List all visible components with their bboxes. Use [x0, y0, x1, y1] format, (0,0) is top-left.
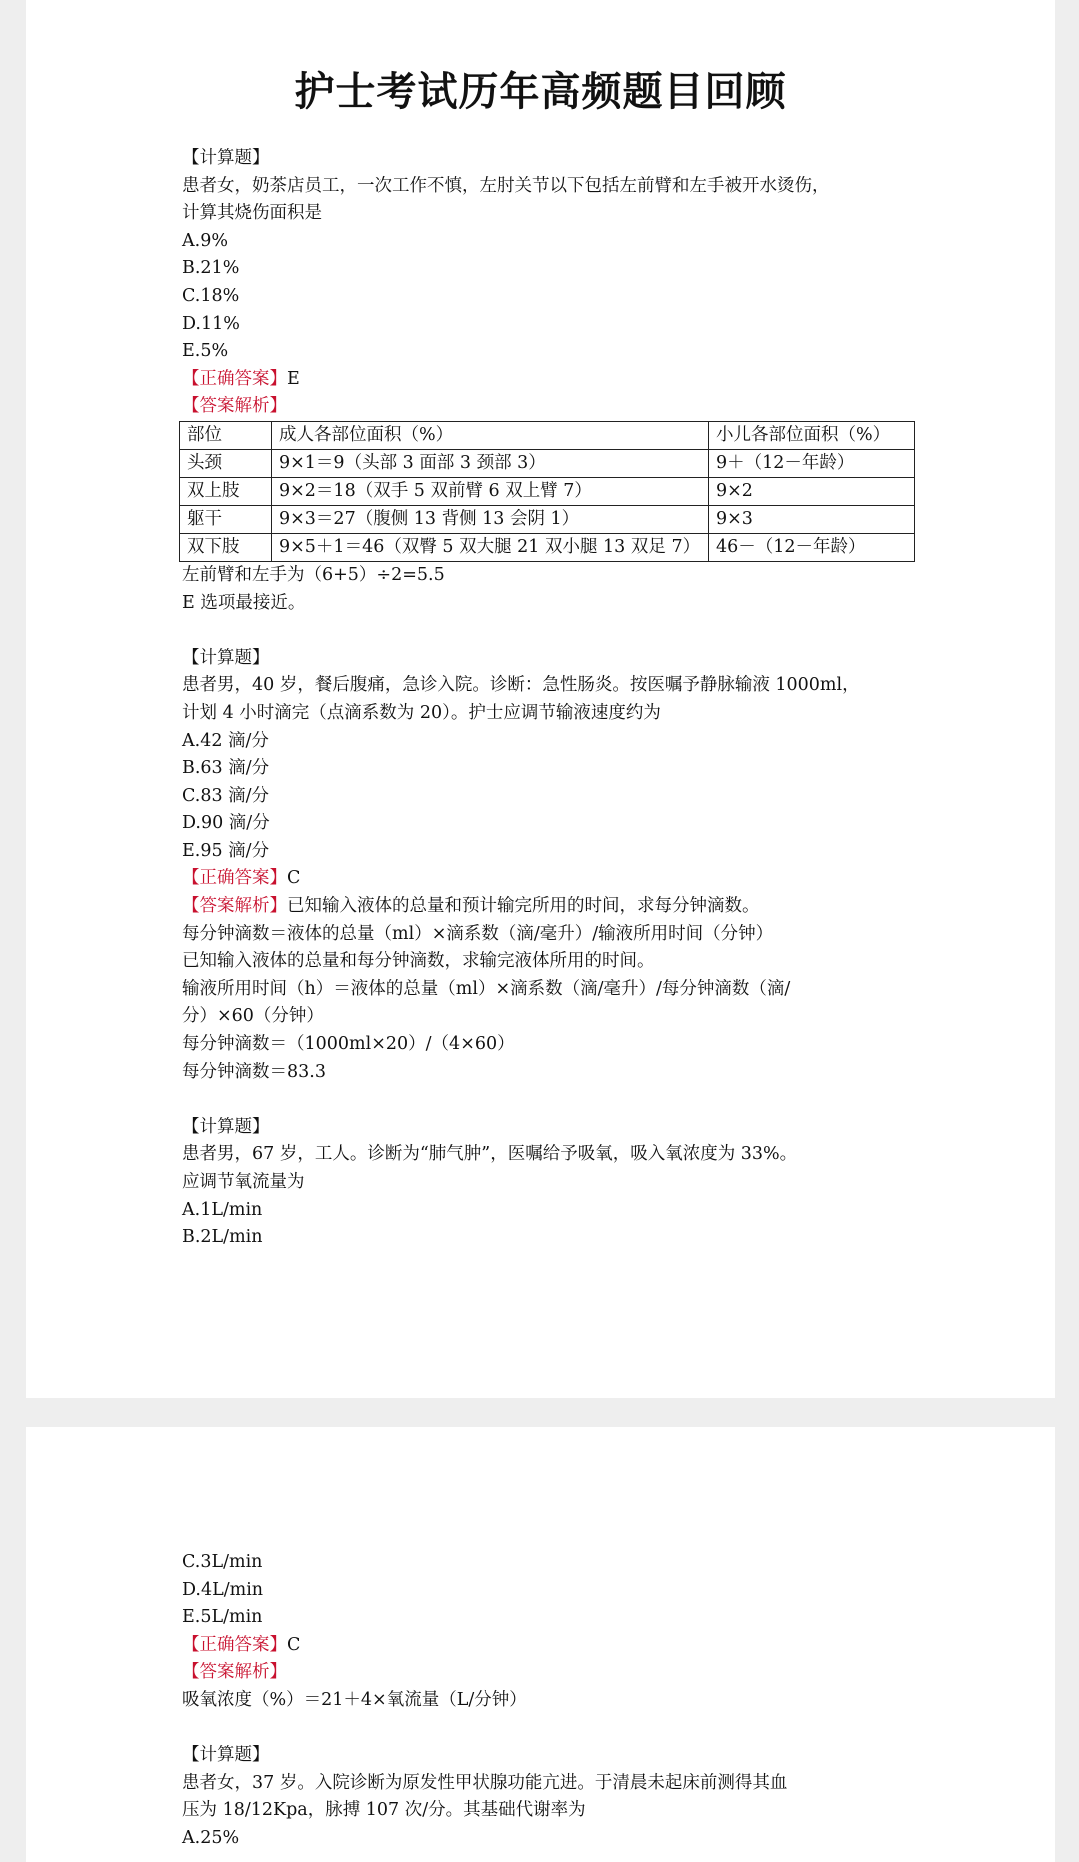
question-block — [182, 645, 962, 1087]
table-cell: 9×5＋1＝46（双臀 5 双大腿 21 双小腿 13 双足 7） — [272, 533, 709, 561]
option-c: C.83 滴/分 — [182, 785, 270, 806]
analysis-line: 吸氧浓度（%）＝21＋4×氧流量（L/分钟） — [182, 1689, 527, 1710]
question-block — [182, 1742, 962, 1852]
analysis-line: 每分钟滴数＝液体的总量（ml）×滴系数（滴/毫升）/输液所用时间（分钟） — [182, 923, 774, 944]
analysis-note: 左前臂和左手为（6+5）÷2=5.5 — [182, 564, 445, 585]
analysis-note: E 选项最接近。 — [182, 592, 306, 613]
question-block — [182, 1549, 962, 1715]
table-cell: 9＋（12－年龄） — [709, 449, 915, 477]
option-e: E.95 滴/分 — [182, 840, 270, 861]
analysis-line: 分）×60（分钟） — [182, 1006, 324, 1027]
correct-answer — [182, 366, 962, 394]
table-row — [180, 505, 915, 533]
option-a: A.9% — [182, 230, 228, 251]
analysis-line: 已知输入液体的总量和每分钟滴数，求输完液体所用的时间。 — [182, 951, 655, 972]
analysis-text: 已知输入液体的总量和预计输完所用的时间，求每分钟滴数。 — [287, 896, 760, 917]
table-cell: 9×3 — [709, 505, 915, 533]
table-cell: 9×2 — [709, 477, 915, 505]
option-b: B.63 滴/分 — [182, 758, 270, 779]
option-d: D.90 滴/分 — [182, 813, 270, 834]
question-stem: 压为 18/12Kpa，脉搏 107 次/分。其基础代谢率为 — [182, 1800, 586, 1821]
option-c: C.3L/min — [182, 1552, 263, 1572]
question-stem: 应调节氧流量为 — [182, 1172, 305, 1192]
option-e: E.5% — [182, 341, 229, 362]
answer-label: 【正确答案】 — [182, 368, 287, 389]
burn-area-table — [179, 421, 915, 562]
table-cell: 9×2＝18（双手 5 双前臂 6 双上臂 7） — [272, 477, 709, 505]
option-e: E.5L/min — [182, 1607, 263, 1628]
option-d: D.11% — [182, 313, 240, 334]
question-stem: 患者女，37 岁。入院诊断为原发性甲状腺功能亢进。于清晨未起床前测得其血 — [182, 1772, 788, 1793]
question-block — [182, 1114, 962, 1252]
table-cell: 双下肢 — [180, 533, 272, 561]
question-stem: 患者女，奶茶店员工，一次工作不慎，左肘关节以下包括左前臂和左手被开水烫伤， — [182, 175, 830, 196]
table-cell: 46－（12－年龄） — [709, 533, 915, 561]
table-row — [180, 477, 915, 505]
analysis-label: 【答案解析】 — [182, 1662, 287, 1683]
question-stem: 计划 4 小时滴完（点滴系数为 20）。护士应调节输液速度约为 — [182, 702, 661, 723]
analysis-line: 输液所用时间（h）＝液体的总量（ml）×滴系数（滴/毫升）/每分钟滴数（滴/ — [182, 978, 791, 999]
table-cell: 9×1＝9（头部 3 面部 3 颈部 3） — [272, 449, 709, 477]
answer-label: 【正确答案】 — [182, 1634, 287, 1655]
analysis-label: 【答案解析】 — [182, 896, 287, 917]
option-c: C.18% — [182, 285, 240, 306]
option-b: B.2L/min — [182, 1227, 263, 1248]
document-title: 护士考试历年高频题目回顾 — [294, 69, 787, 115]
question-type: 【计算题】 — [182, 1745, 270, 1766]
question-stem: 患者男，67 岁，工人。诊断为“肺气肿”，医嘱给予吸氧，吸入氧浓度为 33%。 — [182, 1144, 798, 1165]
table-cell: 9×3＝27（腹侧 13 背侧 13 会阴 1） — [272, 505, 709, 533]
option-a: A.1L/min — [182, 1199, 263, 1220]
answer-value: C — [287, 868, 301, 889]
question-type: 【计算题】 — [182, 148, 270, 168]
analysis — [182, 893, 962, 921]
document-page-2 — [26, 1427, 1055, 1862]
option-b: B.21% — [182, 258, 240, 279]
question-type: 【计算题】 — [182, 647, 270, 668]
question-stem: 计算其烧伤面积是 — [182, 203, 322, 224]
answer-value: E — [287, 368, 300, 389]
table-row — [180, 449, 915, 477]
table-cell: 躯干 — [180, 505, 272, 533]
table-cell: 双上肢 — [180, 477, 272, 505]
question-type: 【计算题】 — [182, 1116, 270, 1137]
option-d: D.4L/min — [182, 1579, 264, 1600]
table-row — [180, 533, 915, 561]
analysis-label: 【答案解析】 — [182, 396, 287, 417]
table-header-cell: 成人各部位面积（%） — [272, 421, 709, 449]
option-a: A.25% — [182, 1827, 240, 1848]
correct-answer — [182, 865, 962, 893]
answer-label: 【正确答案】 — [182, 868, 287, 889]
table-header-cell: 部位 — [180, 421, 272, 449]
table-header-cell: 小儿各部位面积（%） — [709, 421, 915, 449]
analysis-line: 每分钟滴数＝83.3 — [182, 1061, 326, 1082]
page-content — [182, 1549, 962, 1853]
document-page-1 — [26, 0, 1055, 1398]
page-content — [182, 145, 962, 1252]
option-a: A.42 滴/分 — [182, 730, 269, 751]
question-stem: 患者男，40 岁，餐后腹痛，急诊入院。诊断：急性肠炎。按医嘱予静脉输液 1000ml， — [182, 675, 860, 696]
analysis-line: 每分钟滴数＝（1000ml×20）/（4×60） — [182, 1034, 515, 1055]
question-block — [182, 145, 962, 617]
answer-value: C — [287, 1634, 301, 1655]
table-header-row — [180, 421, 915, 449]
table-cell: 头颈 — [180, 449, 272, 477]
correct-answer — [182, 1632, 962, 1660]
